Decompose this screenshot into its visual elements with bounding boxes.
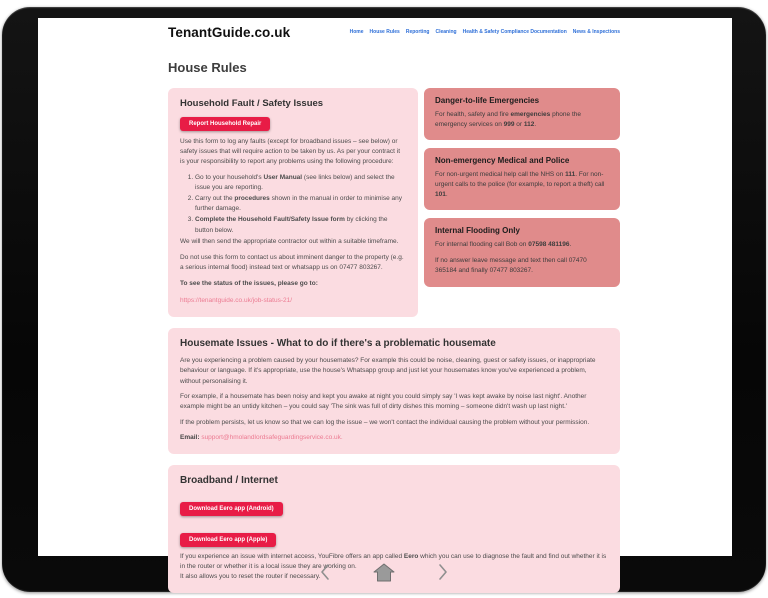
danger-panel-text: For health, safety and fire emergencies phone the emergency services on 999 or 112. [435,111,581,129]
webpage [168,18,620,593]
tablet-screen [38,18,732,581]
household-step-2: 2. Carry out the procedures shown in the manual in order to minimise any further damage. [195,194,406,214]
email-label: Email: [180,434,202,442]
internal-flooding-panel [424,218,620,286]
housemate-paragraph-2: For example, if a housemate has been noisy and kept you awake at night you could simply say 'I was kept awake by noise last night'. Another example might be an untidy kitchen – you could say 'The sink was full of dirty dishes this morning – someone didn't wash up last night.' [180,392,587,411]
nav-item-cleaning[interactable]: Cleaning [435,29,457,35]
nav-item-home[interactable]: Home [349,29,364,35]
housemate-section-title: Housemate Issues - What to do if there's a problematic housemate [180,337,496,349]
back-icon[interactable] [314,561,336,583]
main-grid [168,88,620,317]
household-after-steps-text: We will then send the appropriate contractor out within a suitable timeframe. [180,237,399,245]
nav-item-house-rules[interactable]: House Rules [369,29,400,35]
job-status-link[interactable]: https://tenantguide.co.uk/job-status-21/ [180,296,293,304]
page-title: House Rules [168,60,247,75]
home-icon[interactable] [373,561,395,583]
broadband-text-1: If you experience an issue with internet access, YouFibre offers an app called Eero which you can use to diagnose the fault and find out whether it is in the router or whether it is a local issue they are working on. [180,552,607,570]
household-fault-panel [168,88,418,317]
device-navigation-bar [2,557,766,587]
flooding-panel-text-2: If no answer leave message and text then call 07470 365184 and finally 07477 803267. [435,257,587,275]
main-nav [350,29,620,35]
household-steps-list [195,173,406,235]
household-step-1: 1. Go to your household's User Manual (see links below) and select the issue you are reporting. [195,173,406,193]
housemate-issues-section [168,328,620,454]
household-intro-text: Use this form to log any faults (except for broadband issues – see below) or safety issues that will require action to be taken by us. As per your contract it is your responsibility to report any problems using the following procedure: [180,138,401,166]
nav-item-compliance-docs[interactable]: Health & Safety Compliance Documentation [462,29,567,35]
non-emergency-panel-text: For non-urgent medical help call the NHS on 111. For non-urgent calls to the police (for example, to report a theft) call 101. [435,171,605,199]
forward-icon[interactable] [432,561,454,583]
nav-item-news-inspections[interactable]: News & Inspections [572,29,620,35]
non-emergency-panel-title: Non-emergency Medical and Police [435,156,570,166]
household-step-3: 3. Complete the Household Fault/Safety Issue form by clicking the button below. [195,215,406,235]
household-panel-title: Household Fault / Safety Issues [180,98,324,109]
nav-item-reporting[interactable]: Reporting [405,29,430,35]
broadband-buttons [180,494,608,547]
danger-panel-title: Danger-to-life Emergencies [435,96,540,105]
flooding-panel-title: Internal Flooding Only [435,226,520,236]
download-eero-apple-button[interactable]: Download Eero app (Apple) [180,533,276,547]
tablet-bezel [2,7,766,592]
danger-emergencies-panel [424,88,620,140]
site-logo[interactable]: TenantGuide.co.uk [168,24,291,40]
job-status-label: To see the status of the issues, please go to: [180,279,318,287]
site-header [168,18,620,42]
emergency-column [424,88,620,287]
download-eero-android-button[interactable]: Download Eero app (Android) [180,502,283,516]
housemate-email-line [180,433,608,443]
support-email-link[interactable]: support@hmolandlordsafeguardingservice.co.uk. [201,434,343,442]
broadband-section-title: Broadband / Internet [180,474,278,486]
flooding-panel-text-1: For internal flooding call Bob on 07598 481196. [435,241,572,249]
housemate-paragraph-3: If the problem persists, let us know so that we can log the issue – we won't contact the individual causing the problem without your permission. [180,418,590,426]
report-household-repair-button[interactable]: Report Household Repair [180,117,270,131]
non-emergency-panel [424,148,620,210]
household-warning-text: Do not use this form to contact us about imminent danger to the property (e.g. a serious internal flood) instead text or whatsapp us on 07477 803267. [180,253,404,271]
broadband-text-2: It also allows you to reset the router if necessary. [180,573,321,581]
housemate-paragraph-1: Are you experiencing a problem caused by your housemates? For example this could be noise, cleaning, guest or safety issues, or inappropriate behaviour or language. If it's appropriate, use the house's Whatsapp group and just let your housemates know you've experienced a problem, without personalising it. [180,356,596,385]
